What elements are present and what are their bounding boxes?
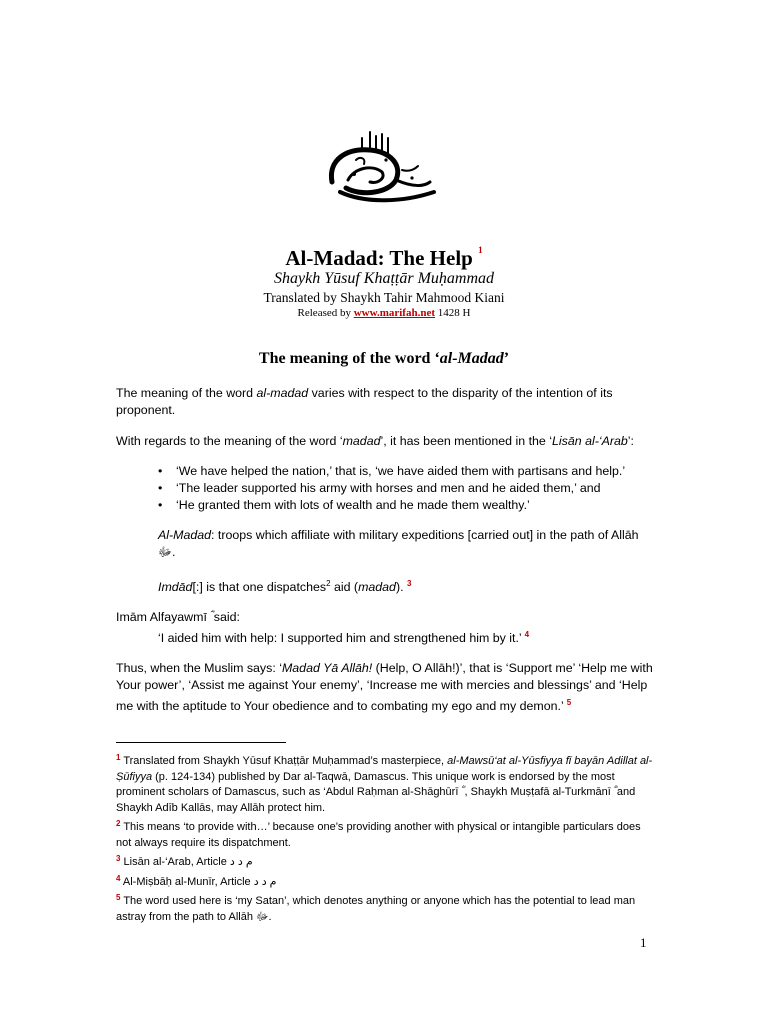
definition-list xyxy=(158,463,658,514)
paragraph-1: The meaning of the word al-madad varies with respect to the disparity of the intention of its proponent. xyxy=(116,386,613,417)
footnote-ref-3[interactable]: 3 xyxy=(406,579,412,588)
footnote-3: $^3$ Lisān al-‘Arab, Article م د د xyxy=(116,854,253,868)
paragraph-imdad: Imdād[:] is that one dispatches$^2$ aid (madad). $^3$ xyxy=(158,579,412,594)
list-item: • ‘We have helped the nation,’ that is, ‘we have aided them with partisans and help.’ xyxy=(158,463,658,480)
author-name: Shaykh Yūsuf Khaṭṭār Muḥammad xyxy=(274,270,494,287)
section-heading: The meaning of the word ‘al-Madad’ xyxy=(258,350,510,367)
footnote-2: $^2$ This means ‘to provide with…’ because one’s providing another with physical or intangible particulars does not always require its dispatchment. xyxy=(116,819,641,849)
footnote-4: $^4$ Al-Miṣbāḥ al-Munīr, Article م د د xyxy=(116,873,277,888)
footnote-5: $^5$ The word used here is ‘my Satan’, which denotes anything or anyone which has the potential to lead man astray from the path to Allāh ﷻ. xyxy=(116,893,636,923)
basmala-calligraphy xyxy=(326,130,438,210)
page-number: 1 xyxy=(640,935,647,950)
footnote-ref-2[interactable]: 2 xyxy=(326,579,331,588)
footnotes xyxy=(116,750,656,925)
quote-imam: ‘I aided him with help: I supported him and strengthened him by it.’ $^4$ xyxy=(158,630,530,645)
footnote-ref-4[interactable]: 4 xyxy=(524,630,530,639)
marifah-link[interactable]: www.marifah.net xyxy=(353,307,436,319)
paragraph-imam: Imām Alfayawmī ؓ said: xyxy=(116,610,240,624)
footnote-divider xyxy=(116,742,286,743)
document-title: Al-Madad: The Help $^1$ xyxy=(285,245,483,270)
release-line: Released by www.marifah.net 1428 H xyxy=(297,307,471,319)
title-footnote-ref[interactable]: 1 xyxy=(478,245,483,255)
paragraph-2: With regards to the meaning of the word ‘madad’, it has been mentioned in the ‘Lisān al-‘Arab’: xyxy=(116,434,634,448)
footnote-1: $^1$ Translated from Shaykh Yūsuf Khaṭṭār Muḥammad’s masterpiece, al-Mawsū‘at al-Yūsfiyya fī bayān Adillat al-Ṣūfiyya (p. 124-134) published by Dar al-Taqwā, Damascus. This unique work is endorsed by the most prominent scholars of Damascus, such as ‘Abdul Raḥman al-Shāghūrī ؓ , Shaykh Muṣṭafā al-Turkmānī ؓ and Shaykh Adīb Kallās, may Allāh protect him. xyxy=(116,753,653,814)
paragraph-al-madad: Al-Madad: troops which affiliate with military expeditions [carried out] in the path of Allāh ﷻ. xyxy=(158,528,639,559)
footnote-ref-5[interactable]: 5 xyxy=(566,698,572,707)
list-item: • ‘The leader supported his army with horses and men and he aided them,’ and xyxy=(158,480,658,497)
paragraph-thus: Thus, when the Muslim says: ‘Madad Yā Allāh! (Help, O Allāh!)’, that is ‘Support me’ ‘Help me with Your power’, ‘Assist me against Your enemy’, ‘Increase me with mercies and blessings’ and ‘Help me with the aptitude to Your obedience and to combating my ego and my demon.’ $^5$ xyxy=(116,661,653,713)
translator-line: Translated by Shaykh Tahir Mahmood Kiani xyxy=(263,290,505,305)
list-item: • ‘He granted them with lots of wealth and he made them wealthy.’ xyxy=(158,497,658,514)
